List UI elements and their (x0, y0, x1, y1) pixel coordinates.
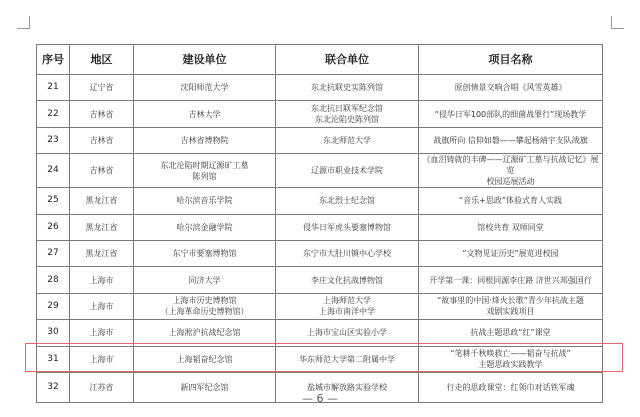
table-row (37, 240, 603, 266)
cell-project (419, 267, 603, 293)
header-row (37, 45, 603, 75)
table-row (37, 188, 603, 214)
cell-partner (276, 101, 419, 127)
cell-index: 23 (37, 127, 70, 153)
cell-project-line: 主题思政实践教学 (478, 360, 543, 370)
cell-index: 32 (37, 372, 70, 402)
cell-region: 江苏省 (70, 372, 134, 402)
cell-region: 上海市 (70, 267, 134, 293)
header-project: 项目名称 (419, 45, 603, 75)
cell-project-line: 《血泪铸就的丰碑——辽源矿工墓与抗战记忆》展览 (422, 155, 599, 176)
cell-project (419, 214, 603, 240)
cell-partner-line: 上海市宝山区实验小学 (307, 328, 387, 338)
cell-builder (134, 154, 276, 188)
cell-index: 31 (37, 346, 70, 372)
cell-builder-line: 陈列馆 (192, 171, 217, 181)
table-row (37, 127, 603, 153)
cell-region: 黑龙江省 (70, 188, 134, 214)
cell-partner-line: 东宁市大肚川镇中心学校 (303, 249, 391, 259)
cell-project-line: 开学第一课：同根同源李庄路 济世兴邦强国行 (429, 275, 592, 285)
cell-index: 26 (37, 214, 70, 240)
cell-partner (276, 154, 419, 188)
cell-builder-line: 新四军纪念馆 (180, 382, 229, 392)
highlight-box (25, 343, 623, 372)
cell-project (419, 101, 603, 127)
table-row (37, 75, 603, 101)
cell-project-line: “音乐+思政”体验式育人实践 (459, 196, 562, 206)
cell-project-line: 原创情景交响合唱《风雪英雄》 (454, 83, 567, 93)
cell-region: 辽宁省 (70, 75, 134, 101)
cell-partner-line: 东北抗日联军纪念馆 (311, 104, 383, 114)
cell-partner-line: 东北抗联史实陈列馆 (311, 83, 383, 93)
cell-region: 黑龙江省 (70, 240, 134, 266)
cell-builder-line: （上海革命历史博物馆） (160, 307, 249, 317)
crop-mark-top-left (17, 16, 30, 29)
cell-region: 吉林省 (70, 154, 134, 188)
header-region: 地区 (70, 45, 134, 75)
cell-partner-line: 辽源市职业技术学院 (311, 166, 383, 176)
cell-index: 29 (37, 293, 70, 319)
cell-builder (134, 188, 276, 214)
cell-project-line: 校园巡展活动 (486, 177, 535, 187)
cell-project-line: 行走的思政课堂：红领巾对话铁军魂 (446, 382, 575, 392)
cell-index: 27 (37, 240, 70, 266)
cell-builder-line: 沈阳师范大学 (180, 83, 229, 93)
header-builder: 建设单位 (134, 45, 276, 75)
cell-project-line: “文物见证历史”展览进校园 (462, 249, 559, 259)
cell-builder-line: 哈尔滨音乐学院 (176, 196, 233, 206)
cell-project (419, 127, 603, 153)
cell-project-line: 战旗所向 信仰如磐——攀起杨靖宇支队战旗 (433, 135, 588, 145)
cell-partner-line: 李庄文化抗战博物馆 (311, 275, 383, 285)
cell-builder-line: 上海韬奋纪念馆 (176, 354, 233, 364)
cell-builder-line: 上海市历史博物馆 (172, 296, 237, 306)
cell-builder-line: 东宁市要塞博物馆 (172, 249, 237, 259)
cell-builder-line: 哈尔滨金融学院 (176, 222, 233, 232)
cell-index: 22 (37, 101, 70, 127)
cell-region: 上海市 (70, 293, 134, 319)
cell-builder-line: 东北沦陷时期辽源矿工墓 (160, 160, 249, 170)
cell-partner (276, 75, 419, 101)
cell-region: 黑龙江省 (70, 214, 134, 240)
crop-mark-top-right (611, 16, 624, 29)
cell-partner-line: 东北烈士纪念馆 (319, 196, 375, 206)
cell-builder (134, 75, 276, 101)
cell-partner (276, 214, 419, 240)
table-row (37, 154, 603, 188)
cell-builder (134, 293, 276, 319)
cell-builder-line: 上海淞沪抗战纪念馆 (168, 328, 241, 338)
cell-project (419, 293, 603, 319)
cell-partner (276, 240, 419, 266)
cell-project (419, 75, 603, 101)
header-partner: 联合单位 (276, 45, 419, 75)
cell-project-line: 馆校共育 双师同堂 (477, 222, 544, 232)
cell-partner-line: 侵华日军虎头要塞博物馆 (303, 222, 391, 232)
cell-project-line: “侵华日军100部队的细菌战罪行”现场教学 (434, 109, 587, 119)
page-number: — 6 — (302, 392, 338, 405)
cell-builder (134, 214, 276, 240)
cell-partner (276, 127, 419, 153)
cell-project-line: 戏剧实践项目 (486, 307, 535, 317)
cell-region: 上海市 (70, 320, 134, 346)
cell-index: 30 (37, 320, 70, 346)
cell-region: 吉林省 (70, 127, 134, 153)
cell-index: 21 (37, 75, 70, 101)
cell-partner-line: 华东师范大学第二附属中学 (299, 354, 395, 364)
cell-builder-line: 吉林大学 (188, 109, 221, 119)
cell-builder (134, 267, 276, 293)
cell-builder-line: 吉林省博物院 (180, 135, 229, 145)
cell-project (419, 154, 603, 188)
cell-region: 吉林省 (70, 101, 134, 127)
cell-index: 24 (37, 154, 70, 188)
table-row (37, 101, 603, 127)
cell-partner-line: 东北沦陷史陈列馆 (315, 115, 379, 125)
cell-project (419, 188, 603, 214)
cell-region: 上海市 (70, 346, 134, 372)
cell-builder (134, 127, 276, 153)
cell-partner-line: 盐城市解放路实验学校 (307, 382, 387, 392)
header-index: 序号 (37, 45, 70, 75)
cell-builder (134, 240, 276, 266)
cell-index: 28 (37, 267, 70, 293)
cell-partner-line: 上海市南洋中学 (319, 307, 375, 317)
cell-builder (134, 101, 276, 127)
table-row (37, 267, 603, 293)
cell-builder-line: 同济大学 (188, 275, 221, 285)
cell-index: 25 (37, 188, 70, 214)
table-row (37, 214, 603, 240)
cell-partner (276, 188, 419, 214)
cell-partner (276, 267, 419, 293)
cell-project (419, 240, 603, 266)
cell-partner (276, 293, 419, 319)
cell-partner-line: 东北师范大学 (323, 135, 371, 145)
cell-partner-line: 上海师范大学 (323, 296, 371, 306)
cell-project-line: “笔耕千秋唤救亡——韬奋与抗战” (450, 349, 571, 359)
table-row (37, 293, 603, 319)
cell-project-line: “故事里的中国·烽火长歌”青少年抗战主题 (437, 296, 584, 306)
cell-project-line: 抗战主题思政“红”课堂 (470, 328, 551, 338)
